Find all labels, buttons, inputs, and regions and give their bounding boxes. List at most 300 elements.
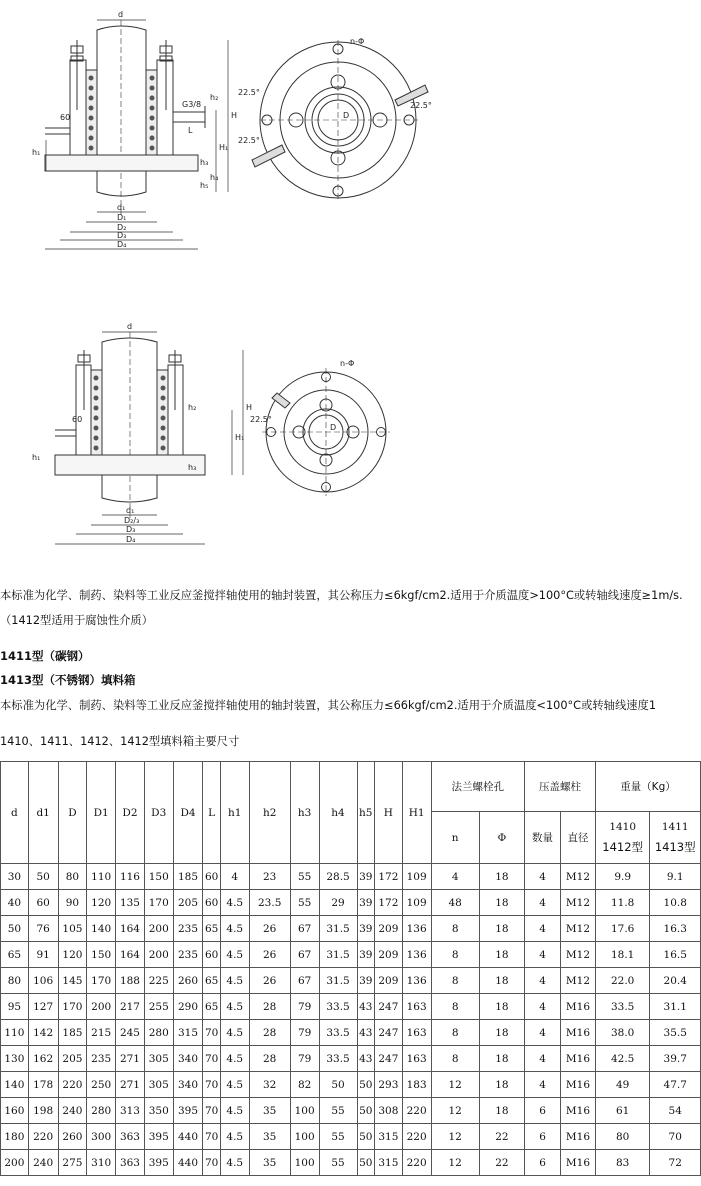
th-flange-bolt-holes: 法兰螺栓孔 (431, 762, 525, 812)
table-cell: 4 (525, 994, 561, 1020)
table-cell: M12 (561, 890, 596, 916)
table-cell: 250 (87, 1072, 116, 1098)
table-cell: 160 (1, 1098, 29, 1124)
th-D2: D2 (116, 762, 145, 864)
table-cell: 170 (144, 890, 173, 916)
table-cell: 50 (319, 1072, 357, 1098)
th-D1: D1 (87, 762, 116, 864)
th-weight-1411-1413 (650, 812, 701, 864)
table-cell: 26 (249, 942, 290, 968)
table-cell: 136 (402, 968, 431, 994)
table-cell: 61 (595, 1098, 649, 1124)
th-weight-1411: 1411 (661, 820, 689, 833)
table-cell: 4 (525, 890, 561, 916)
table-cell: 80 (58, 864, 87, 890)
table-cell: 260 (58, 1124, 87, 1150)
table-cell: 28 (249, 1046, 290, 1072)
table-cell: 28.5 (319, 864, 357, 890)
table-cell: 9.9 (595, 864, 649, 890)
table-cell: 247 (375, 994, 403, 1020)
table-cell: 67 (290, 942, 319, 968)
table-cell: 100 (290, 1150, 319, 1176)
th-h4: h4 (319, 762, 357, 864)
table-cell: 247 (375, 1046, 403, 1072)
table-cell: 440 (173, 1124, 203, 1150)
table-cell: 220 (58, 1072, 87, 1098)
table-cell: 4.5 (220, 994, 249, 1020)
table-cell: 4 (525, 916, 561, 942)
intro-line-2: （1412型适用于腐蚀性介质） (0, 614, 154, 627)
table-cell: 16.5 (650, 942, 701, 968)
label-h4: h₄ (210, 173, 219, 182)
th-weight: 重量（Kg） (595, 762, 700, 812)
table-cell: 293 (375, 1072, 403, 1098)
label-D1: D₁ (117, 213, 127, 222)
table-cell: 43 (357, 994, 374, 1020)
table-cell: 22 (479, 1124, 524, 1150)
table-cell: 28 (249, 1020, 290, 1046)
label-D3-b: D₃ (126, 525, 136, 534)
table-cell: 50 (1, 916, 29, 942)
table-row (1, 916, 701, 942)
table-cell: 225 (144, 968, 173, 994)
table-cell: 120 (87, 890, 116, 916)
label-h1big-b: H₁ (235, 433, 245, 442)
table-cell: 70 (650, 1124, 701, 1150)
th-phi: Φ (479, 812, 524, 864)
th-h2: h2 (249, 762, 290, 864)
table-cell: 120 (58, 942, 87, 968)
table-cell: 105 (58, 916, 87, 942)
table-cell: M12 (561, 942, 596, 968)
th-count: 数量 (525, 812, 561, 864)
intro-line-1: 本标准为化学、制药、染料等工业反应釜搅拌轴使用的轴封装置，其公称压力≤6kgf/cm2.适用于介质温度>100°C或转轴线速度≥1m/s. (0, 589, 683, 602)
label-d1: d₁ (117, 203, 126, 212)
table-cell: 33.5 (319, 994, 357, 1020)
table-cell: 4.5 (220, 890, 249, 916)
table-cell: 82 (290, 1072, 319, 1098)
table-cell: 50 (28, 864, 58, 890)
th-d1: d1 (28, 762, 58, 864)
table-cell: 200 (1, 1150, 29, 1176)
th-D4: D4 (173, 762, 203, 864)
table-cell: 4 (525, 864, 561, 890)
table-cell: 55 (319, 1098, 357, 1124)
table-cell: 164 (116, 916, 145, 942)
label-g38: G3/8 (182, 100, 202, 109)
table-cell: 363 (116, 1124, 145, 1150)
table-cell: 172 (375, 864, 403, 890)
table-cell: 4.5 (220, 1098, 249, 1124)
table-cell: 313 (116, 1098, 145, 1124)
label-angle-1: 22.5° (238, 88, 260, 97)
table-cell: 38.0 (595, 1020, 649, 1046)
table-cell: 4 (525, 1046, 561, 1072)
table-cell: 60 (28, 890, 58, 916)
label-h3: h₃ (200, 158, 209, 167)
table-cell: M16 (561, 1098, 596, 1124)
table-cell: 70 (203, 1046, 220, 1072)
table-cell: 220 (402, 1124, 431, 1150)
table-cell: 54 (650, 1098, 701, 1124)
th-n: n (431, 812, 479, 864)
table-cell: 163 (402, 994, 431, 1020)
table-cell: 9.1 (650, 864, 701, 890)
table-cell: 39 (357, 916, 374, 942)
table-cell: 4.5 (220, 1046, 249, 1072)
label-h1: h₁ (32, 148, 41, 157)
table-body (1, 864, 701, 1176)
table-cell: 18.1 (595, 942, 649, 968)
table-cell: 33.5 (319, 1046, 357, 1072)
table-cell: 220 (402, 1098, 431, 1124)
housing-right (157, 60, 173, 170)
label-D23-b: D₂/₃ (124, 516, 140, 525)
table-cell: 247 (375, 1020, 403, 1046)
table-cell: 260 (173, 968, 203, 994)
table-cell: 255 (144, 994, 173, 1020)
table-cell: 18 (479, 1020, 524, 1046)
table-cell: 395 (173, 1098, 203, 1124)
drawing-top-svg (0, 0, 701, 270)
table-cell: 209 (375, 968, 403, 994)
table-cell: 31.5 (319, 916, 357, 942)
table-row (1, 1020, 701, 1046)
table-cell: 65 (203, 916, 220, 942)
table-cell: 170 (58, 994, 87, 1020)
table-cell: 67 (290, 916, 319, 942)
table-cell: 48 (431, 890, 479, 916)
th-weight-1413: 1413型 (654, 839, 696, 854)
table-cell: 12 (431, 1098, 479, 1124)
table-cell: 240 (28, 1150, 58, 1176)
table-cell: 205 (173, 890, 203, 916)
label-l: L (188, 126, 193, 135)
table-cell: 305 (144, 1046, 173, 1072)
label-60: 60 (60, 113, 71, 122)
th-D3: D3 (144, 762, 173, 864)
table-cell: 65 (203, 994, 220, 1020)
table-cell: 60 (203, 864, 220, 890)
table-cell: 83 (595, 1150, 649, 1176)
label-D3: D₃ (117, 231, 127, 240)
table-cell: 8 (431, 916, 479, 942)
table-cell: 49 (595, 1072, 649, 1098)
table-cell: 76 (28, 916, 58, 942)
table-cell: 183 (402, 1072, 431, 1098)
table-cell: 4 (525, 942, 561, 968)
table-cell: 235 (87, 1046, 116, 1072)
table-cell: 220 (402, 1150, 431, 1176)
technical-drawing-top (0, 0, 701, 270)
table-cell: 55 (319, 1124, 357, 1150)
label-angle-3: 22.5° (410, 101, 432, 110)
th-diameter: 直径 (561, 812, 596, 864)
table-cell: 50 (357, 1098, 374, 1124)
table-cell: 70 (203, 1072, 220, 1098)
dimensions-table (0, 761, 701, 1176)
table-cell: 220 (28, 1124, 58, 1150)
table-cell: 163 (402, 1046, 431, 1072)
table-cell: 72 (650, 1150, 701, 1176)
heading-1411: 1411型（碳钢） (0, 649, 90, 663)
table-cell: 10.8 (650, 890, 701, 916)
table-cell: 150 (144, 864, 173, 890)
table-cell: 4 (220, 864, 249, 890)
table-cell: 12 (431, 1072, 479, 1098)
table-cell: 350 (144, 1098, 173, 1124)
th-L: L (203, 762, 220, 864)
table-cell: M16 (561, 1020, 596, 1046)
table-cell: 280 (144, 1020, 173, 1046)
table-cell: 4 (525, 968, 561, 994)
table-cell: 395 (144, 1124, 173, 1150)
table-row (1, 1098, 701, 1124)
table-cell: M12 (561, 968, 596, 994)
table-cell: 18 (479, 968, 524, 994)
table-cell: 91 (28, 942, 58, 968)
table-row (1, 1150, 701, 1176)
label-d-b: d (127, 322, 133, 331)
table-cell: 39 (357, 942, 374, 968)
table-cell: 363 (116, 1150, 145, 1176)
table-cell: M16 (561, 1072, 596, 1098)
table-cell: 8 (431, 942, 479, 968)
table-cell: 70 (203, 1098, 220, 1124)
table-cell: 18 (479, 994, 524, 1020)
table-cell: 110 (1, 1020, 29, 1046)
table-cell: 35 (249, 1098, 290, 1124)
table-cell: 188 (116, 968, 145, 994)
th-h3: h3 (290, 762, 319, 864)
table-cell: 16.3 (650, 916, 701, 942)
th-weight-1412: 1412型 (602, 839, 644, 854)
table-cell: 235 (173, 942, 203, 968)
table-cell: 240 (58, 1098, 87, 1124)
label-h1-b: h₁ (32, 453, 41, 462)
table-row (1, 1124, 701, 1150)
table-cell: 135 (116, 890, 145, 916)
label-d1-b: d₁ (126, 506, 135, 515)
table-cell: 140 (1, 1072, 29, 1098)
table-cell: 395 (144, 1150, 173, 1176)
table-cell: 178 (28, 1072, 58, 1098)
technical-drawing-bottom (0, 310, 701, 560)
table-cell: 275 (58, 1150, 87, 1176)
table-cell: 4.5 (220, 916, 249, 942)
table-cell: M16 (561, 1046, 596, 1072)
label-d: d (118, 10, 124, 19)
table-cell: 50 (357, 1072, 374, 1098)
table-cell: 310 (87, 1150, 116, 1176)
th-H1: H1 (402, 762, 431, 864)
table-cell: 18 (479, 1072, 524, 1098)
table-row (1, 994, 701, 1020)
table-cell: 12 (431, 1124, 479, 1150)
table-row (1, 1072, 701, 1098)
table-cell: 8 (431, 994, 479, 1020)
table-cell: 116 (116, 864, 145, 890)
table-cell: 100 (290, 1124, 319, 1150)
table-cell: 4.5 (220, 968, 249, 994)
th-H: H (375, 762, 403, 864)
table-cell: 127 (28, 994, 58, 1020)
table-cell: 79 (290, 1020, 319, 1046)
table-cell: 271 (116, 1046, 145, 1072)
table-cell: 185 (173, 864, 203, 890)
table-cell: M16 (561, 1150, 596, 1176)
table-cell: 80 (1, 968, 29, 994)
table-cell: 308 (375, 1098, 403, 1124)
table-cell: 290 (173, 994, 203, 1020)
label-n-phi: n-Φ (350, 37, 365, 46)
table-row (1, 864, 701, 890)
table-cell: 31.5 (319, 942, 357, 968)
table-cell: 18 (479, 916, 524, 942)
label-D-b: D (330, 423, 337, 432)
th-weight-1410: 1410 (609, 820, 637, 833)
table-cell: 40 (1, 890, 29, 916)
table-cell: 18 (479, 1098, 524, 1124)
table-cell: 90 (58, 890, 87, 916)
table-cell: 4.5 (220, 942, 249, 968)
label-h3-b: h₃ (188, 463, 197, 472)
table-cell: 340 (173, 1072, 203, 1098)
label-h5: h₅ (200, 181, 209, 190)
label-D2: D₂ (117, 223, 127, 232)
table-cell: 245 (116, 1020, 145, 1046)
table-cell: 215 (87, 1020, 116, 1046)
table-cell: 200 (144, 916, 173, 942)
table-row (1, 1046, 701, 1072)
table-cell: 315 (173, 1020, 203, 1046)
table-cell: 172 (375, 890, 403, 916)
table-cell: 35 (249, 1150, 290, 1176)
th-d: d (1, 762, 29, 864)
table-cell: 315 (375, 1150, 403, 1176)
table-cell: 39 (357, 890, 374, 916)
label-h1-big: H₁ (219, 143, 229, 152)
table-cell: 180 (1, 1124, 29, 1150)
table-cell: 6 (525, 1150, 561, 1176)
table-cell: 4.5 (220, 1150, 249, 1176)
table-cell: 170 (87, 968, 116, 994)
table-cell: 280 (87, 1098, 116, 1124)
table-cell: 18 (479, 890, 524, 916)
table-cell: 136 (402, 916, 431, 942)
table-cell: 31.1 (650, 994, 701, 1020)
table-cell: 4 (525, 1072, 561, 1098)
label-h2: h₂ (210, 93, 219, 102)
table-cell: 205 (58, 1046, 87, 1072)
table-cell: 209 (375, 916, 403, 942)
table-cell: 39.7 (650, 1046, 701, 1072)
table-cell: 30 (1, 864, 29, 890)
table-cell: 163 (402, 1020, 431, 1046)
table-cell: 35.5 (650, 1020, 701, 1046)
table-cell: 11.8 (595, 890, 649, 916)
table-row (1, 890, 701, 916)
table-row (1, 968, 701, 994)
table-cell: 43 (357, 1020, 374, 1046)
table-cell: 110 (87, 864, 116, 890)
table-cell: 4.5 (220, 1020, 249, 1046)
table-cell: 70 (203, 1020, 220, 1046)
table-cell: 305 (144, 1072, 173, 1098)
label-angle-b: 22.5° (250, 415, 272, 424)
th-D: D (58, 762, 87, 864)
label-D4-b: D₄ (126, 535, 136, 544)
table-cell: 26 (249, 968, 290, 994)
shaft-bottom (102, 338, 157, 502)
table-cell: M16 (561, 994, 596, 1020)
flange (45, 155, 198, 171)
label-D: D (343, 111, 350, 120)
table-cell: 26 (249, 916, 290, 942)
table-cell: 29 (319, 890, 357, 916)
table-cell: 4.5 (220, 1072, 249, 1098)
table-cell: 22.0 (595, 968, 649, 994)
table-cell: 140 (87, 916, 116, 942)
table-cell: 55 (290, 864, 319, 890)
table-cell: 20.4 (650, 968, 701, 994)
table-cell: 32 (249, 1072, 290, 1098)
table-cell: 440 (173, 1150, 203, 1176)
table-cell: 142 (28, 1020, 58, 1046)
table-cell: 18 (479, 1046, 524, 1072)
table-cell: 100 (290, 1098, 319, 1124)
table-cell: 50 (357, 1150, 374, 1176)
table-cell: 65 (203, 968, 220, 994)
drawing-bottom-svg (0, 310, 701, 560)
th-h5: h5 (357, 762, 374, 864)
table-cell: 47.7 (650, 1072, 701, 1098)
table-cell: 200 (87, 994, 116, 1020)
table-row (1, 942, 701, 968)
table-cell: 35 (249, 1124, 290, 1150)
label-h2-b: h₂ (188, 403, 197, 412)
label-n-phi-b: n-Φ (340, 359, 355, 368)
table-caption: 1410、1411、1412、1412型填料箱主要尺寸 (0, 735, 240, 748)
table-cell: 6 (525, 1124, 561, 1150)
table-cell: 65 (1, 942, 29, 968)
table-cell: 22 (479, 1150, 524, 1176)
table-cell: 130 (1, 1046, 29, 1072)
table-cell: 33.5 (319, 1020, 357, 1046)
label-h: H (231, 111, 238, 120)
table-cell: 8 (431, 1046, 479, 1072)
table-cell: 95 (1, 994, 29, 1020)
table-cell: 42.5 (595, 1046, 649, 1072)
table-cell: M12 (561, 916, 596, 942)
th-gland-studs: 压盖螺柱 (525, 762, 596, 812)
table-cell: M12 (561, 864, 596, 890)
table-cell: 43 (357, 1046, 374, 1072)
table-cell: 340 (173, 1046, 203, 1072)
table-cell: 4.5 (220, 1124, 249, 1150)
flange-bottom (55, 455, 205, 475)
table-cell: 217 (116, 994, 145, 1020)
table-cell: 79 (290, 994, 319, 1020)
table-cell: 271 (116, 1072, 145, 1098)
table-cell: 109 (402, 890, 431, 916)
table-cell: 136 (402, 942, 431, 968)
table-cell: 162 (28, 1046, 58, 1072)
table-cell: 106 (28, 968, 58, 994)
table-cell: 70 (203, 1150, 220, 1176)
table-cell: 70 (203, 1124, 220, 1150)
th-weight-1410-1412 (595, 812, 649, 864)
